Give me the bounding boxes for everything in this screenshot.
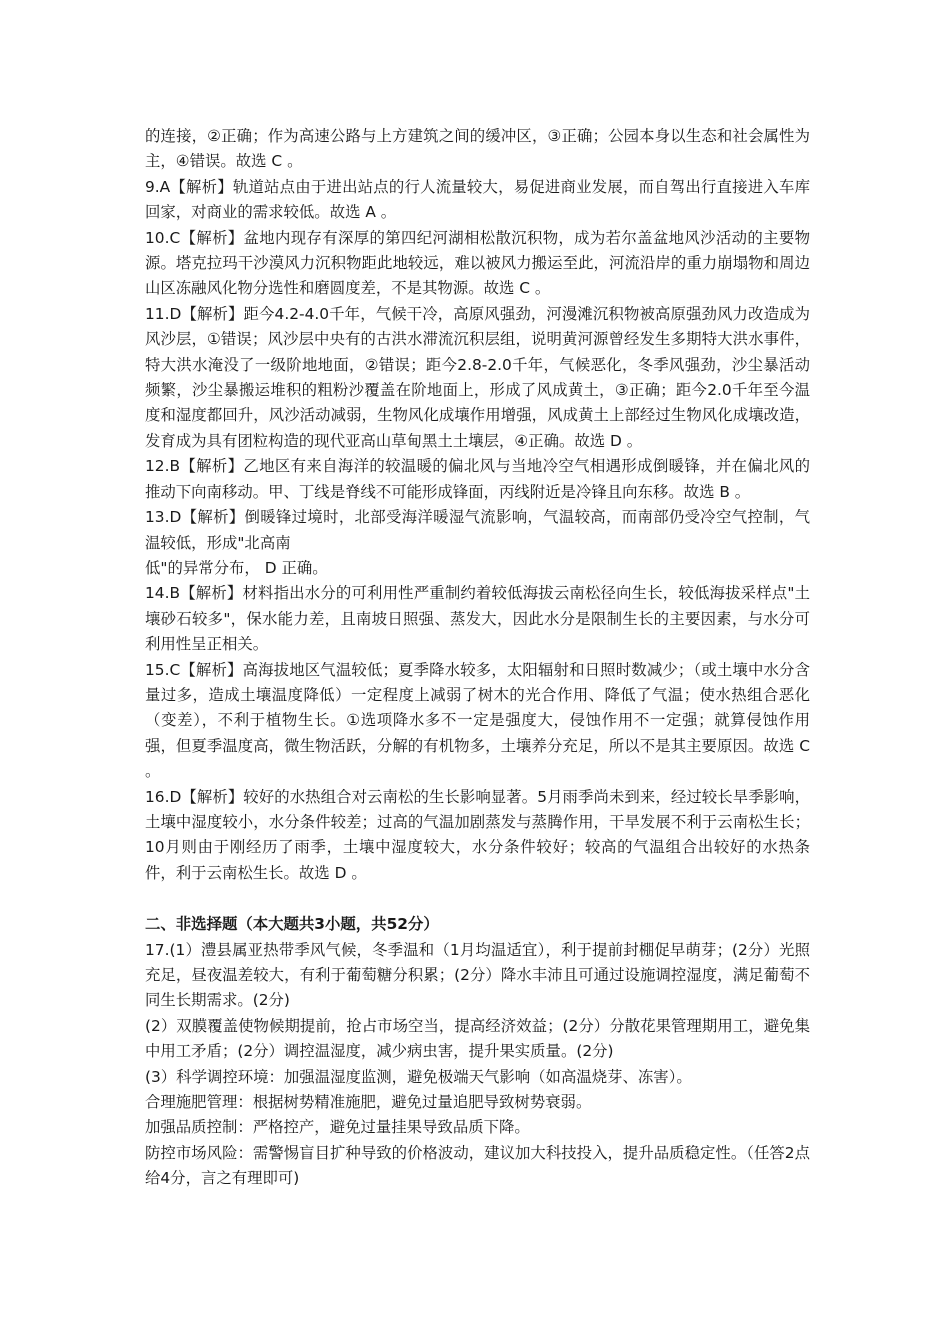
answer-9: 9.A【解析】轨道站点由于进出站点的行人流量较大，易促进商业发展，而自驾出行直接进入车库回家，对商业的需求较低。故选 A 。	[145, 177, 810, 222]
answer-13-continued: 低"的异常分布， D 正确。	[145, 558, 328, 577]
section-2-title: 二、非选择题（本大题共3小题，共52分）	[145, 915, 439, 934]
answer-15: 15.C【解析】高海拔地区气温较低；夏季降水较多，太阳辐射和日照时数减少；（或土壤中水分含量过多，造成土壤温度降低）一定程度上减弱了树木的光合作用、降低了气温；使水热组合恶化（变差），不利于植物生长。①选项降水多不一定是强度大，侵蚀作用不一定强；就算侵蚀作用强，但夏季温度高，微生物活跃，分解的有机物多，土壤养分充足，所以不是其主要原因。故选 C 。	[145, 660, 810, 781]
paragraph-8-continued: 的连接，②正确；作为高速公路与上方建筑之间的缓冲区，③正确；公园本身以生态和社会属性为主，④错误。故选 C 。	[145, 127, 810, 171]
answer-17-part-3-line-1: (3）科学调控环境：加强温湿度监测，避免极端天气影响（如高温烧芽、冻害）。	[145, 1067, 692, 1086]
answer-17-part-2: (2）双膜覆盖使物候期提前，抢占市场空当，提高经济效益；(2分）分散花果管理期用工，避免集中用工矛盾；(2分）调控温湿度，减少病虫害，提升果实质量。(2分)	[145, 1016, 810, 1061]
answer-17-part-1: 17.(1）澧县属亚热带季风气候，冬季温和（1月均温适宜），利于提前封棚促早萌芽；(2分）光照充足，昼夜温差较大，有利于葡萄糖分积累；(2分）降水丰沛且可通过设施调控湿度，满足葡萄不同生长期需求。(2分)	[145, 940, 810, 1010]
answer-17-part-3-line-4: 防控市场风险：需警惕盲目扩种导致的价格波动，建议加大科技投入，提升品质稳定性。（任答2点给4分，言之有理即可)	[145, 1143, 810, 1188]
document-page	[145, 124, 810, 1192]
answer-13: 13.D【解析】倒暖锋过境时，北部受海洋暖湿气流影响，气温较高，而南部仍受冷空气控制，气温较低，形成"北高南	[145, 508, 810, 552]
answer-14: 14.B【解析】材料指出水分的可利用性严重制约着较低海拔云南松径向生长，较低海拔采样点"土壤砂石较多"，保水能力差，且南坡日照强、蒸发大，因此水分是限制生长的主要因素，与水分可利用性呈正相关。	[145, 584, 810, 654]
answer-11: 11.D【解析】距今4.2-4.0千年，气候干冷，高原风强劲，河漫滩沉积物被高原强劲风力改造成为风沙层，①错误；风沙层中央有的古洪水滞流沉积层组，说明黄河源曾经发生多期特大洪水事件，特大洪水淹没了一级阶地地面，②错误；距今2.8-2.0千年，气候恶化，冬季风强劲，沙尘暴活动频繁，沙尘暴搬运堆积的粗粉沙覆盖在阶地面上，形成了风成黄土，③正确；距今2.0千年至今温度和湿度都回升，风沙活动减弱，生物风化成壤作用增强，风成黄土上部经过生物风化成壤改造，发育成为具有团粒构造的现代亚高山草甸黑土土壤层，④正确。故选 D 。	[145, 304, 810, 450]
answer-10: 10.C【解析】盆地内现存有深厚的第四纪河湖相松散沉积物，成为若尔盖盆地风沙活动的主要物源。塔克拉玛干沙漠风力沉积物距此地较远，难以被风力搬运至此，河流沿岸的重力崩塌物和周边山区冻融风化物分选性和磨圆度差，不是其物源。故选 C 。	[145, 228, 810, 298]
answer-17-part-3-line-3: 加强品质控制：严格控产，避免过量挂果导致品质下降。	[145, 1118, 530, 1137]
section-spacer	[145, 886, 810, 912]
answer-17-part-3-line-2: 合理施肥管理：根据树势精准施肥，避免过量追肥导致树势衰弱。	[145, 1093, 592, 1112]
answer-16: 16.D【解析】较好的水热组合对云南松的生长影响显著。5月雨季尚未到来，经过较长旱季影响，土壤中湿度较小，水分条件较差；过高的气温加剧蒸发与蒸腾作用，干旱发展不利于云南松生长；10月则由于刚经历了雨季，土壤中湿度较大，水分条件较好；较高的气温组合出较好的水热条件，利于云南松生长。故选 D 。	[145, 787, 810, 882]
answer-12: 12.B【解析】乙地区有来自海洋的较温暖的偏北风与当地冷空气相遇形成倒暖锋，并在偏北风的推动下向南移动。甲、丁线是脊线不可能形成锋面，丙线附近是冷锋且向东移。故选 B 。	[145, 457, 810, 501]
